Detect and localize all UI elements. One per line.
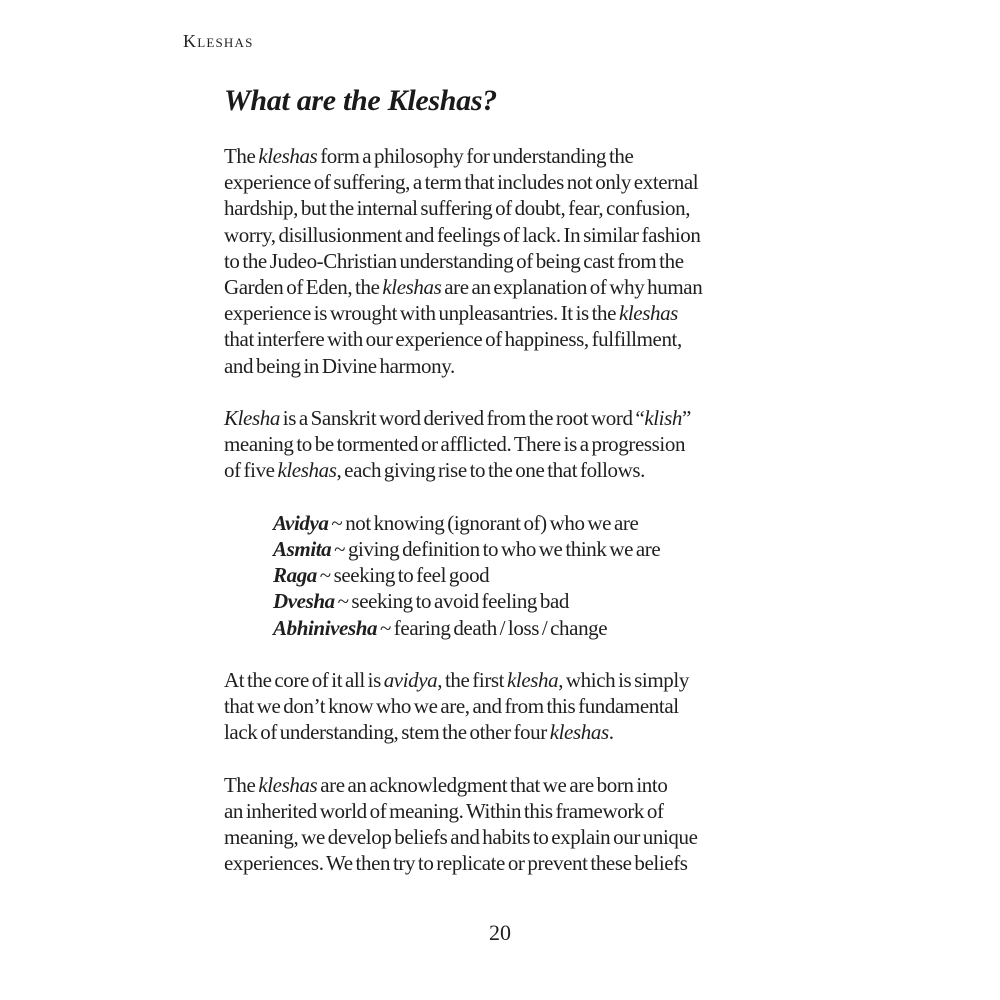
text-line: Garden of Eden, the kleshas are an explanation of why human bbox=[224, 275, 703, 300]
text-line: that interfere with our experience of happiness, fulfillment, bbox=[224, 327, 682, 352]
text-line: The kleshas form a philosophy for understanding the bbox=[224, 144, 634, 168]
klesha-list-item bbox=[273, 588, 944, 614]
text-line: The kleshas are an acknowledgment that we are born into bbox=[224, 772, 668, 797]
klesha-name: Dvesha bbox=[273, 589, 335, 614]
running-header: Kleshas bbox=[183, 31, 254, 51]
klesha-list bbox=[273, 510, 944, 641]
klesha-description: ~ not knowing (ignorant of) who we are bbox=[328, 510, 639, 535]
text-line: Klesha is a Sanskrit word derived from the root word “klish” bbox=[224, 406, 691, 431]
text-line: to the Judeo-Christian understanding of being cast from the bbox=[224, 248, 684, 273]
klesha-name: Avidya bbox=[273, 510, 329, 535]
text-line: meaning, we develop beliefs and habits to explain our unique bbox=[224, 825, 698, 850]
text-line: At the core of it all is avidya, the first klesha, which is simply bbox=[224, 668, 689, 693]
klesha-description: ~ seeking to avoid feeling bad bbox=[334, 589, 569, 614]
text-line: and being in Divine harmony. bbox=[224, 353, 455, 378]
klesha-list-item bbox=[273, 562, 944, 588]
klesha-list-item bbox=[273, 536, 944, 562]
text-line: worry, disillusionment and feelings of lack. In similar fashion bbox=[224, 222, 701, 247]
klesha-description: ~ fearing death / loss / change bbox=[377, 615, 608, 640]
text-line: of five kleshas, each giving rise to the one that follows. bbox=[224, 458, 646, 483]
klesha-description: ~ seeking to feel good bbox=[316, 563, 490, 588]
text-line: experience of suffering, a term that includes not only external bbox=[224, 170, 699, 195]
text-line: experience is wrought with unpleasantries. It is the kleshas bbox=[224, 301, 678, 326]
body-text bbox=[224, 143, 944, 903]
paragraph bbox=[224, 405, 944, 484]
paragraph bbox=[224, 772, 944, 877]
klesha-name: Raga bbox=[273, 563, 317, 588]
klesha-description: ~ giving definition to who we think we are bbox=[331, 537, 661, 562]
text-line: meaning to be tormented or afflicted. There is a progression bbox=[224, 432, 686, 457]
text-line: that we don’t know who we are, and from this fundamental bbox=[224, 694, 679, 719]
paragraph bbox=[224, 667, 944, 746]
paragraph bbox=[224, 143, 944, 379]
page-title: What are the Kleshas? bbox=[224, 84, 497, 117]
klesha-list-item bbox=[273, 615, 944, 641]
klesha-list-item bbox=[273, 510, 944, 536]
klesha-name: Abhinivesha bbox=[273, 615, 378, 640]
klesha-name: Asmita bbox=[273, 537, 332, 562]
text-line: experiences. We then try to replicate or prevent these beliefs bbox=[224, 851, 688, 876]
page-number: 20 bbox=[489, 920, 511, 945]
text-line: hardship, but the internal suffering of doubt, fear, confusion, bbox=[224, 196, 691, 221]
text-line: lack of understanding, stem the other four kleshas. bbox=[224, 720, 614, 745]
text-line: an inherited world of meaning. Within this framework of bbox=[224, 799, 664, 824]
